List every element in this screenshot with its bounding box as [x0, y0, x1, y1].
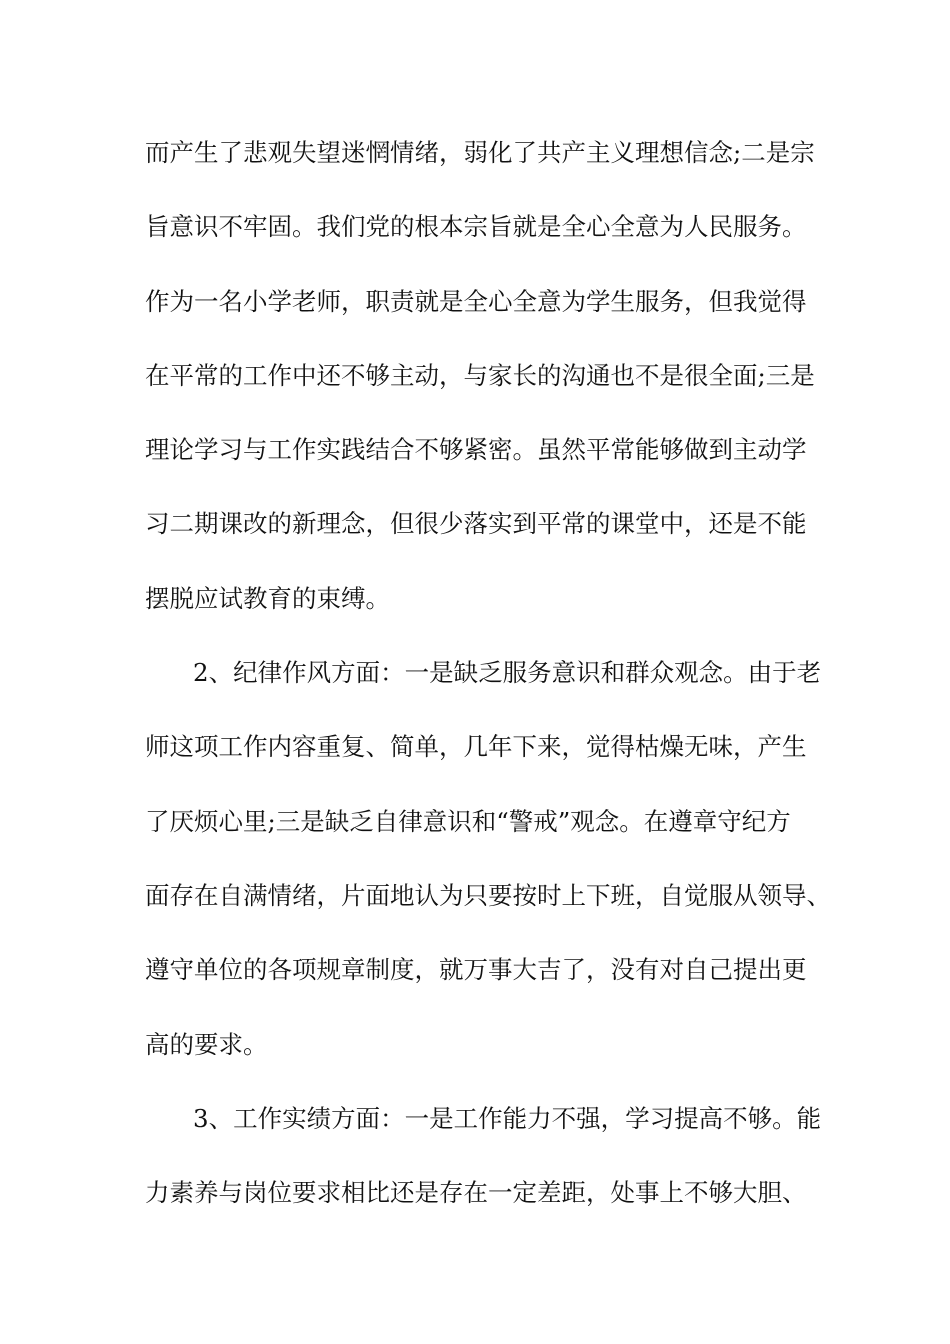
text-line: 而产生了悲观失望迷惘情绪，弱化了共产主义理想信念;二是宗 — [145, 138, 815, 167]
paragraph-start-line: 2、纪律作风方面：一是缺乏服务意识和群众观念。由于老 — [193, 658, 822, 688]
text-line: 遵守单位的各项规章制度，就万事大吉了，没有对自己提出更 — [145, 955, 807, 985]
text-line: 在平常的工作中还不够主动，与家长的沟通也不是很全面;三是 — [145, 360, 815, 390]
paragraph-start-line: 3、工作实绩方面：一是工作能力不强，学习提高不够。能 — [193, 1103, 822, 1133]
body-text — [145, 130, 831, 1244]
text-line: 了厌烦心里;三是缺乏自律意识和“警戒”观念。在遵章守纪方 — [145, 806, 791, 836]
text-line: 力素养与岗位要求相比还是存在一定差距，处事上不够大胆、 — [145, 1178, 807, 1208]
text-line: 师这项工作内容重复、简单，几年下来，觉得枯燥无味，产生 — [145, 732, 807, 762]
text-line: 作为一名小学老师，职责就是全心全意为学生服务，但我觉得 — [145, 286, 807, 316]
text-line: 习二期课改的新理念，但很少落实到平常的课堂中，还是不能 — [145, 509, 807, 539]
text-line: 高的要求。 — [145, 1029, 268, 1059]
text-line: 摆脱应试教育的束缚。 — [145, 583, 390, 613]
text-line: 旨意识不牢固。我们党的根本宗旨就是全心全意为人民服务。 — [145, 212, 807, 242]
text-line: 理论学习与工作实践结合不够紧密。虽然平常能够做到主动学 — [145, 435, 807, 465]
text-line: 面存在自满情绪，片面地认为只要按时上下班，自觉服从领导、 — [145, 880, 831, 910]
